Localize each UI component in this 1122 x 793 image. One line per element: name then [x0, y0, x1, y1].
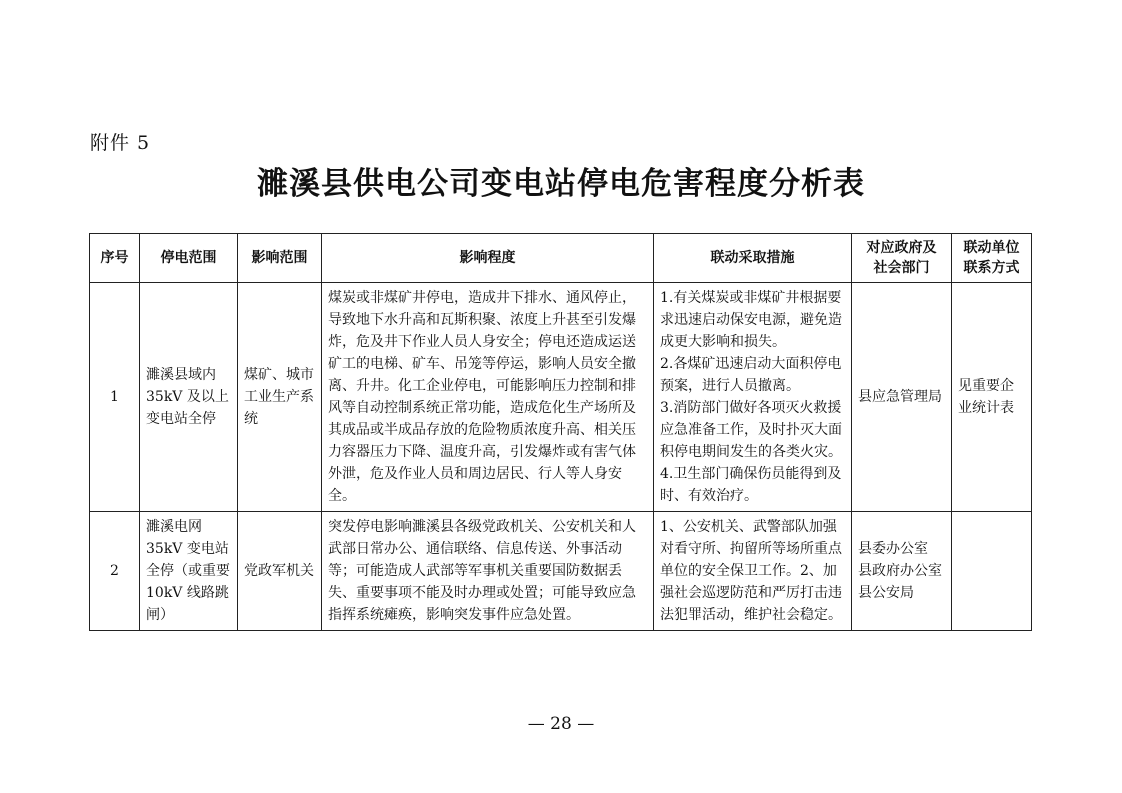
table-row: [90, 512, 1032, 631]
document-title: 濉溪县供电公司变电站停电危害程度分析表: [257, 166, 865, 202]
column-header-impact-degree: 影响程度: [322, 234, 654, 283]
cell-gov-dept: 县委办公室 县政府办公室 县公安局: [852, 512, 952, 631]
cell-seq: 1: [90, 283, 140, 512]
cell-impact-degree: 突发停电影响濉溪县各级党政机关、公安机关和人武部日常办公、通信联络、信息传送、外事活动等；可能造成人武部等军事机关重要国防数据丢失、重要事项不能及时办理或处置；可能导致应急指挥系统瘫痪，影响突发事件应急处置。: [322, 512, 654, 631]
hazard-analysis-table: [89, 233, 1032, 631]
cell-outage-scope: 濉溪电网 35kV 变电站全停（或重要 10kV 线路跳闸）: [140, 512, 238, 631]
cell-contact: [952, 512, 1032, 631]
column-header-seq: 序号: [90, 234, 140, 283]
cell-contact: 见重要企业统计表: [952, 283, 1032, 512]
cell-impact-degree: 煤炭或非煤矿井停电，造成井下排水、通风停止，导致地下水升高和瓦斯积聚、浓度上升甚至引发爆炸，危及井下作业人员人身安全；停电还造成运送矿工的电梯、矿车、吊笼等停运，影响人员安全撤离、升井。化工企业停电，可能影响压力控制和排风等自动控制系统正常功能，造成危化生产场所及其成品或半成品存放的危险物质浓度升高、相关压力容器压力下降、温度升高，引发爆炸或有害气体外泄，危及作业人员和周边居民、行人等人身安全。: [322, 283, 654, 512]
cell-measures: 1.有关煤炭或非煤矿井根据要求迅速启动保安电源，避免造成更大影响和损失。 2.各煤矿迅速启动大面积停电预案，进行人员撤离。 3.消防部门做好各项灭火救援应急准备工作，及时扑灭大面积停电期间发生的各类火灾。 4.卫生部门确保伤员能得到及时、有效治疗。: [654, 283, 852, 512]
attachment-label: 附件 5: [90, 132, 151, 154]
column-header-measures: 联动采取措施: [654, 234, 852, 283]
column-header-outage-scope: 停电范围: [140, 234, 238, 283]
column-header-contact: 联动单位 联系方式: [952, 234, 1032, 283]
cell-impact-scope: 党政军机关: [238, 512, 322, 631]
cell-impact-scope: 煤矿、城市工业生产系统: [238, 283, 322, 512]
column-header-impact-scope: 影响范围: [238, 234, 322, 283]
cell-outage-scope: 濉溪县域内 35kV 及以上变电站全停: [140, 283, 238, 512]
table-row: [90, 283, 1032, 512]
cell-seq: 2: [90, 512, 140, 631]
column-header-gov-dept: 对应政府及 社会部门: [852, 234, 952, 283]
page-number: — 28 —: [527, 714, 595, 734]
cell-gov-dept: 县应急管理局: [852, 283, 952, 512]
cell-measures: 1、公安机关、武警部队加强对看守所、拘留所等场所重点单位的安全保卫工作。2、加强社会巡逻防范和严厉打击违法犯罪活动，维护社会稳定。: [654, 512, 852, 631]
table-header-row: [90, 234, 1032, 283]
